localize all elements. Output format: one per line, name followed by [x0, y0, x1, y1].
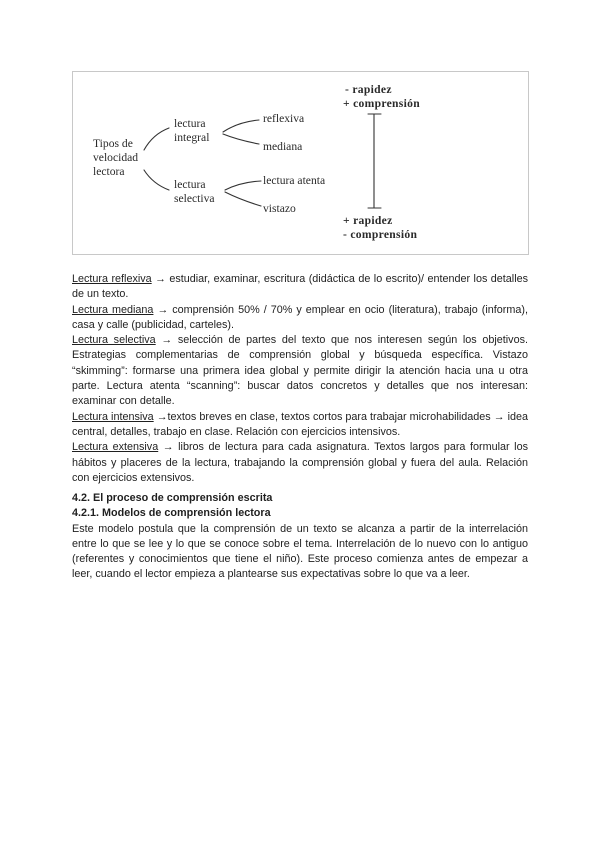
diagram-root-label: Tipos de velocidad lectora: [93, 137, 139, 178]
diagram-top-minus: - rapidez: [345, 83, 392, 96]
diagram-integral-label: lectura integral: [174, 117, 210, 144]
branch-root-integral: [144, 128, 169, 150]
diagram-bottom-plus: + rapidez: [343, 214, 393, 227]
definition-intensiva: [72, 410, 528, 441]
diagram-reflexiva-label: reflexiva: [263, 112, 305, 125]
definition-extensiva: [72, 440, 528, 486]
diagram-lines: [73, 72, 530, 256]
definition-selectiva: [72, 333, 528, 409]
section-block: [72, 491, 528, 583]
branch-integral-mediana: [223, 134, 259, 144]
diagram-mediana-label: mediana: [263, 140, 303, 153]
branch-integral-reflexiva: [223, 120, 259, 132]
term-reflexiva: Lectura reflexiva: [72, 273, 152, 285]
term-selectiva: Lectura selectiva: [72, 334, 156, 347]
diagram-selectiva-label: lectura selectiva: [174, 178, 215, 205]
definition-text: →textos breves en clase, textos cortos para trabajar microhabilidades → idea central, detalles, trabajo en clase. Relación con ejercicios intensivos.: [72, 410, 528, 438]
branch-selectiva-vistazo: [225, 192, 261, 206]
definition-text: → selección de partes del texto que nos interesen según los objetivos. Estrategias complementarias de comprensión global y búsqueda específica. Vistazo “skimming”: formarse una primera idea global y permite dirigir la atención hacia una u otra parte. Lectura atenta “scanning”: buscar datos concretos y detalles que nos interesan: examinar con detalle.: [72, 334, 528, 408]
diagram-bottom-minus: - comprensión: [343, 228, 418, 241]
definition-mediana: [72, 303, 528, 334]
section-paragraph: Este modelo postula que la comprensión de un texto se alcanza a partir de la interrelación entre lo que se lee y lo que se conoce sobre el tema. Interrelación de lo nuevo con lo antiguo (referentes y conocimientos que tiene el niño). Este proceso comienza antes de empezar a leer, cuando el lector empieza a plantearse sus expectativas sobre lo que va a leer.: [72, 522, 528, 581]
diagram-atenta-label: lectura atenta: [263, 174, 326, 187]
definition-text: → comprensión 50% / 70% y emplear en ocio (literatura), trabajo (informa), casa y calle (publicidad, carteles).: [72, 303, 528, 331]
term-extensiva: Lectura extensiva: [72, 441, 159, 454]
definition-text: → libros de lectura para cada asignatura. Textos largos para formular los hábitos y placeres de la lectura, trabajando la comprensión global y fuera del aula. Relación con ejercicios extensivos.: [72, 441, 528, 484]
reading-speed-diagram: [72, 71, 529, 255]
branch-root-selectiva: [144, 170, 169, 190]
definition-text: → estudiar, examinar, escritura (didáctica de lo escrito)/ entender los detalles de un texto.: [72, 273, 529, 301]
section-heading: 4.2. El proceso de comprensión escrita: [72, 492, 273, 504]
definition-reflexiva: [72, 272, 528, 303]
diagram-vistazo-label: vistazo: [263, 202, 296, 215]
term-intensiva: Lectura intensiva: [72, 410, 154, 423]
section-subheading: 4.2.1. Modelos de comprensión lectora: [72, 507, 271, 520]
definitions-block: [72, 272, 528, 486]
diagram-top-plus: + comprensión: [343, 97, 420, 110]
branch-selectiva-atenta: [225, 181, 261, 190]
term-mediana: Lectura mediana: [72, 303, 154, 316]
